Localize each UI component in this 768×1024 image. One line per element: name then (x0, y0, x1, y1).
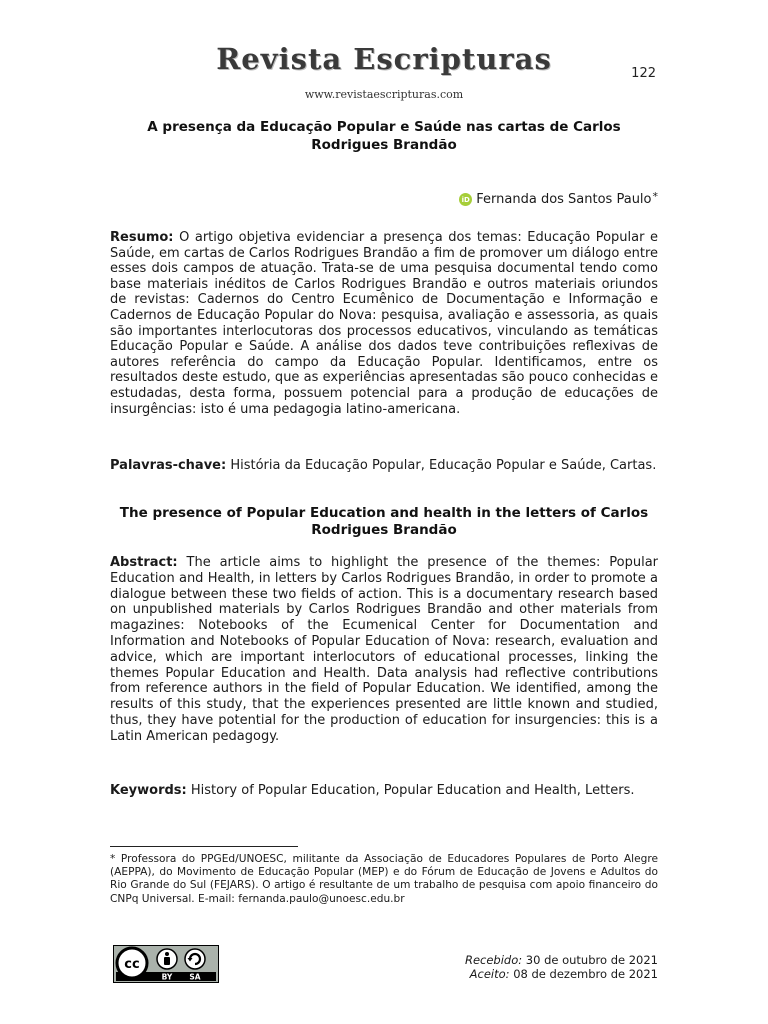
cc-text: cc (124, 957, 140, 972)
journal-title: Revista Escripturas (216, 42, 552, 76)
abstract-label: Abstract: (110, 555, 178, 570)
palavras-chave-paragraph (110, 458, 658, 474)
abstract-paragraph (110, 555, 658, 745)
keywords-label: Keywords: (110, 783, 187, 798)
journal-url[interactable]: www.revistaescripturas.com (304, 88, 464, 101)
article-title-en: The presence of Popular Education and health in the letters of Carlos Rodrigues Brandão (119, 505, 649, 538)
keywords-paragraph (110, 783, 658, 799)
keywords-text: History of Popular Education, Popular Education and Health, Letters. (190, 783, 635, 798)
dates-block (465, 953, 658, 981)
author-name: Fernanda dos Santos Paulo (476, 192, 652, 207)
author-footnote-mark: * (652, 190, 658, 203)
received-label: Recebido: (464, 953, 523, 967)
palavras-chave-label: Palavras-chave: (110, 458, 227, 473)
sa-text: SA (189, 972, 201, 982)
author-line (459, 192, 658, 207)
accepted-label: Aceito: (469, 967, 510, 981)
resumo-text: O artigo objetiva evidenciar a presença dos temas: Educação Popular e Saúde, em cartas de Carlos Rodrigues Brandão a fim de promover um diálogo entre esses dois campos de atuação. Trata-se de uma pesquisa documental tendo como base materiais inéditos de Carlos Rodrigues Brandão e outros materiais oriundos de revistas: Cadernos do Centro Ecumênico de Documentação e Informação e Cadernos de Educação Popular do Nova: pesquisa, avaliação e assessoria, as quais são importantes interlocutoras dos processos educativos, vinculando as temáticas Educação Popular e Saúde. A análise dos dados teve contribuições reflexivas de autores referência do campo da Educação Popular. Identificamos, entre os resultados deste estudo, que as experiências apresentadas são pouco conhecidas e estudadas, desta forma, possuem potencial para a produção de educações de insurgências: isto é uma pedagogia latino-americana. (110, 230, 658, 417)
share-alike-icon (185, 949, 205, 969)
resumo-paragraph (110, 230, 658, 417)
page-number: 122 (631, 66, 656, 81)
footnote-divider (110, 846, 298, 847)
abstract-text: The article aims to highlight the presence of the themes: Popular Education and Health, in letters by Carlos Rodrigues Brandão, in order to promote a dialogue between these two fields of action. This is a documentary research based on unpublished materials by Carlos Rodrigues Brandão and other materials from magazines: Notebooks of the Ecumenical Center for Documentation and Information and Notebooks of Popular Education of Nova: research, evaluation and advice, which are important interlocutors of educational processes, linking the themes Popular Education and Health. Data analysis had reflective contributions from reference authors in the field of Popular Education. We identified, among the results of this study, that the experiences presented are little known and studied, thus, they have potential for the production of education for insurgencies: this is a Latin American pedagogy. (110, 555, 658, 744)
palavras-chave-text: História da Educação Popular, Educação Popular e Saúde, Cartas. (230, 458, 657, 473)
received-line (465, 953, 658, 967)
resumo-label: Resumo: (110, 230, 174, 245)
footnote: * Professora do PPGEd/UNOESC, militante da Associação de Educadores Populares de Porto Alegre (AEPPA), do Movimento de Educação Popular (MEP) e do Fórum de Educação de Jovens e Adultos do Rio Grande do Sul (FEJARS). O artigo é resultante de um trabalho de pesquisa com apoio financeiro do CNPq Universal. E-mail: fernanda.paulo@unoesc.edu.br (110, 853, 658, 905)
orcid-icon[interactable]: iD (459, 193, 472, 206)
cc-by-sa-icon[interactable] (113, 945, 219, 983)
received-value: 30 de outubro de 2021 (525, 953, 658, 967)
by-text: BY (161, 972, 173, 982)
accepted-line (465, 967, 658, 981)
article-title-pt: A presença da Educação Popular e Saúde nas cartas de Carlos Rodrigues Brandão (147, 119, 621, 153)
accepted-value: 08 de dezembro de 2021 (513, 967, 658, 981)
